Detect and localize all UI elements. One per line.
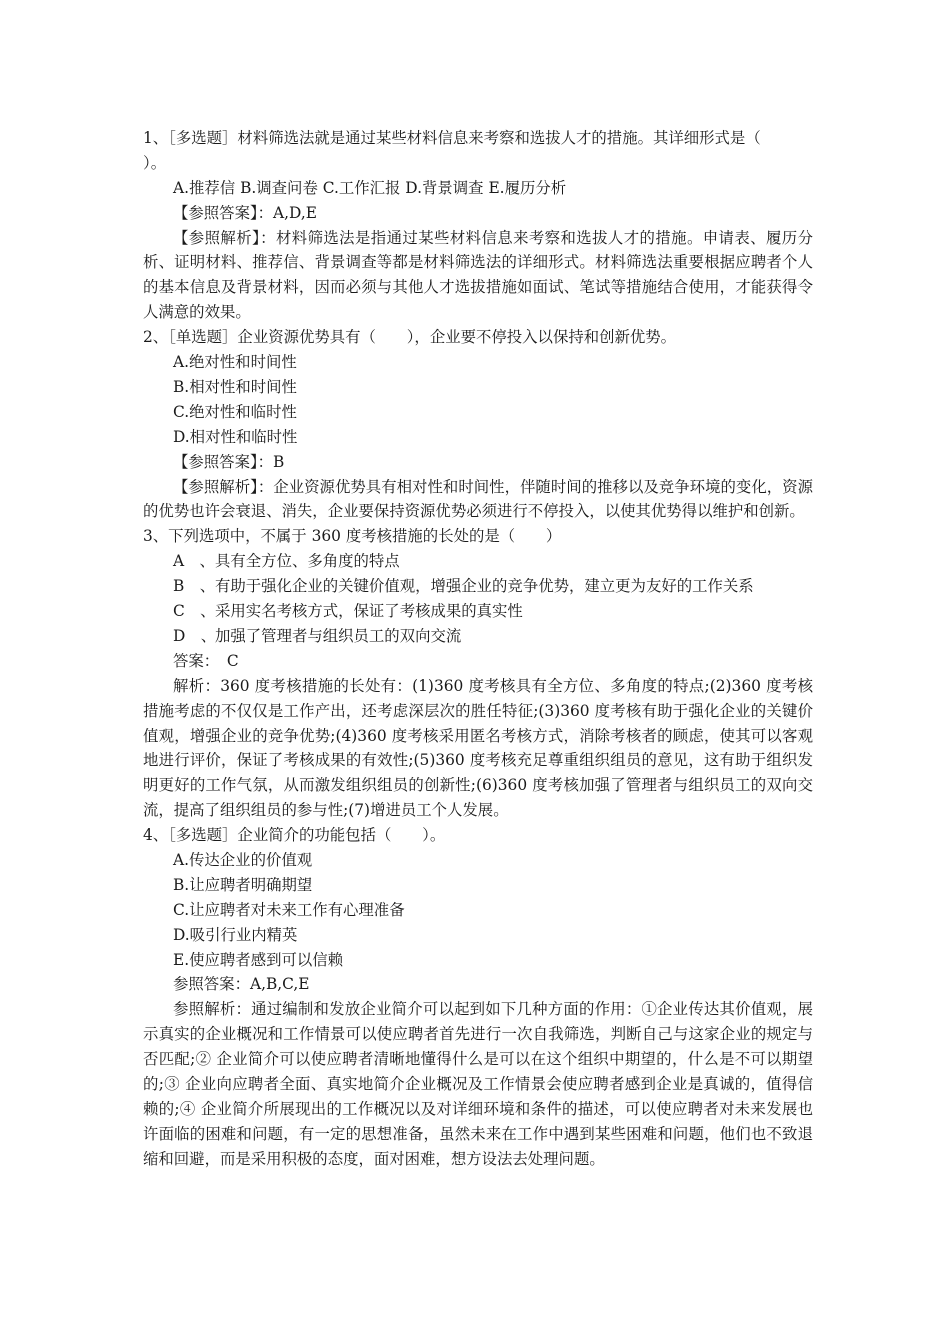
option-text: 加强了管理者与组织员工的双向交流	[215, 626, 462, 645]
question-4-option: D.吸引行业内精英	[173, 925, 298, 944]
question-3-option	[143, 624, 813, 649]
question-1-stem: 1、［多选题］材料筛选法就是通过某些材料信息来考察和选拔人才的措施。其详细形式是（	[143, 129, 761, 147]
question-4-analysis: 参照解析：通过编制和发放企业简介可以起到如下几种方面的作用：①企业传达其价值观，展示真实的企业概况和工作情景可以使应聘者首先进行一次自我筛选，判断自己与这家企业的规定与否匹配;② 企业简介可以使应聘者清晰地懂得什么是可以在这个组织中期望的，什么是不可以期望的;③ 企业向应聘者全面、真实地简介企业概况及工作情景会使应聘者感到企业是真诚的，值得信赖的;④ 企业简介所展现出的工作概况以及对详细环境和条件的描述，可以使应聘者对未来发展也许面临的困难和问题，有一定的思想准备，虽然未来在工作中遇到某些困难和问题，他们也不致退缩和回避，而是采用积极的态度，面对困难，想方设法去处理问题。	[143, 1000, 813, 1168]
option-text: 有助于强化企业的关键价值观，增强企业的竞争优势，建立更为友好的工作关系	[215, 577, 754, 596]
question-3-option	[143, 574, 813, 599]
option-text: 采用实名考核方式，保证了考核成果的真实性	[215, 602, 523, 621]
question-2-option: A.绝对性和时间性	[173, 353, 297, 372]
option-label: D 、	[173, 626, 217, 645]
question-3-option	[143, 549, 813, 574]
question-2-stem: 2、［单选题］企业资源优势具有（ ），企业要不停投入以保持和创新优势。	[143, 328, 677, 347]
question-3-answer: 答案： C	[173, 651, 239, 670]
question-4	[143, 823, 813, 1172]
question-4-option: E.使应聘者感到可以信赖	[173, 950, 344, 969]
question-4-option: C.让应聘者对未来工作有心理准备	[173, 900, 405, 919]
question-1-analysis: 【参照解析】：材料筛选法是指通过某些材料信息来考察和选拔人才的措施。申请表、履历分析、证明材料、推荐信、背景调查等都是材料筛选法的详细形式。材料筛选法重要根据应聘者个人的基本信息及背景材料，因而必须与其他人才选拔措施如面试、笔试等措施结合使用，才能获得令人满意的效果。	[143, 228, 813, 322]
question-3	[143, 524, 813, 823]
option-label: A 、	[173, 552, 215, 571]
question-2-option: C.绝对性和临时性	[173, 402, 297, 421]
question-2	[143, 325, 813, 524]
document-page	[143, 126, 813, 1172]
question-2-option: B.相对性和时间性	[173, 377, 297, 396]
question-2-option: D.相对性和临时性	[173, 427, 298, 446]
question-3-stem: 3、下列选项中，不属于 360 度考核措施的长处的是（ ）	[143, 527, 562, 546]
question-4-stem: 4、［多选题］企业简介的功能包括（ ）。	[143, 826, 446, 845]
question-1	[143, 126, 813, 325]
question-1-answer: 【参照答案】：A,D,E	[173, 203, 317, 222]
question-3-option	[143, 599, 813, 624]
question-2-answer: 【参照答案】：B	[173, 452, 285, 471]
question-4-answer: 参照答案：A,B,C,E	[173, 975, 310, 994]
question-1-options: A.推荐信 B.调查问卷 C.工作汇报 D.背景调查 E.履历分析	[173, 178, 567, 197]
question-2-analysis: 【参照解析】：企业资源优势具有相对性和时间性，伴随时间的推移以及竞争环境的变化，资源的优势也许会衰退、消失，企业要保持资源优势必须进行不停投入，以使其优势得以维护和创新。	[143, 477, 813, 521]
question-3-analysis: 解析：360 度考核措施的长处有：(1)360 度考核具有全方位、多角度的特点;(2)360 度考核措施考虑的不仅仅是工作产出，还考虑深层次的胜任特征;(3)360 度考核有助于强化企业的关键价值观，增强企业的竞争优势;(4)360 度考核采用匿名考核方式，消除考核者的顾虑，使其可以客观地进行评价，保证了考核成果的有效性;(5)360 度考核充足尊重组织组员的意见，这有助于组织发明更好的工作气氛，从而激发组织组员的创新性;(6)360 度考核加强了管理者与组织员工的双向交流，提高了组织组员的参与性;(7)增进员工个人发展。	[143, 676, 813, 820]
option-label: B 、	[173, 577, 216, 596]
question-4-option: B.让应聘者明确期望	[173, 875, 313, 894]
question-4-option: A.传达企业的价值观	[173, 851, 313, 870]
question-1-stem-end: ）。	[143, 153, 167, 172]
option-text: 具有全方位、多角度的特点	[215, 552, 400, 571]
option-label: C 、	[173, 602, 216, 621]
